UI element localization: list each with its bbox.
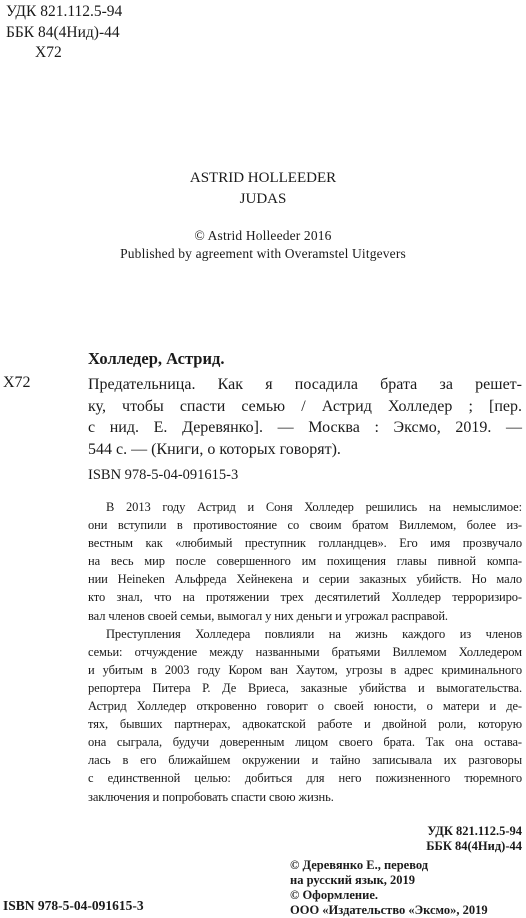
annotation-line: вестным как «любимый преступник голландцев». Его имя прозвучало [88,536,522,551]
catalog-cipher: Х72 [3,374,31,391]
annotation-line: на весь мир после совершенного им похищения главы пивной компа- [88,554,522,569]
catalog-isbn: ISBN 978-5-04-091615-3 [88,467,239,483]
footer-copyright [290,858,488,918]
catalog-line: Предательница. Как я посадила брата за решет- [88,376,522,393]
annotation-line: В 2013 году Астрид и Соня Холледер решились на немыслимое: [106,500,522,514]
copyright-line: © Оформление. [290,888,379,902]
annotation-paragraph [88,625,522,806]
footer-udk: УДК 821.112.5-94 [427,824,522,838]
footer-classification [426,824,522,853]
annotation-line: семьи: отчуждение между названными братьями Виллемом Холледером [88,644,522,659]
annotation-line: кто знал, что на протяжении трех десятилетий Холледер терроризиро- [88,590,522,605]
catalog-line: 544 с. — (Книги, о которых говорят). [88,440,341,458]
annotation-line: заключения и попробовать спасти свою жизнь. [88,789,334,804]
original-author: ASTRID HOLLEEDER [189,170,337,186]
udk-code: УДК 821.112.5-94 [6,3,123,20]
copyright-line: на русский язык, 2019 [290,873,416,887]
classification-codes [6,2,122,64]
catalog-line: ку, чтобы спасти семью / Астрид Холледер ; [пер. [88,397,522,415]
publishing-agreement: Published by agreement with Overamstel Uitgevers [120,246,406,261]
annotation-line: Преступления Холледера повлияли на жизнь каждого из членов [106,626,522,641]
original-copyright: © Astrid Holleeder 2016 [194,228,332,243]
annotation-line: она сыграла, будучи доверенным лицом своего брата. Так она остава- [88,735,522,750]
annotation-line: Астрид Холледер откровенно говорит о своей юности, о матери и де- [88,699,522,714]
annotation-line: нии Heineken Альфреда Хейнекена и серии заказных убийств. Но мало [88,572,522,587]
catalog-entry [88,374,522,460]
annotation-line: тях, бывших партнерах, адвокатской работе и двойной роли, которую [88,717,522,732]
author-sign: Х72 [35,44,62,61]
original-title: JUDAS [239,191,287,207]
copyright-line: ООО «Издательство «Эксмо», 2019 [290,903,488,917]
original-title-block [0,168,526,210]
annotation-line: с единственной целью: добиться для него пожизненного тюремного [88,771,522,786]
annotation-line: вал членов своей семьи, вымогал у них деньги и угрожал расправой. [88,608,448,623]
footer-isbn: ISBN 978-5-04-091615-3 [3,898,144,913]
annotation-line: репортера Питера Р. Де Вриеса, заказные убийства и вымогательства. [88,680,522,695]
copyright-line: © Деревянко Е., перевод [290,858,429,872]
annotation-paragraph [88,498,522,625]
catalog-line: с нид. Е. Деревянко]. — Москва : Эксмо, 2019. — [88,419,522,436]
rights-block [0,227,526,263]
annotation-line: лась в его ближайшем окружении и тайно записывала их разговоры [88,753,522,768]
catalog-heading: Холледер, Астрид. [88,349,225,368]
footer-bbk: ББК 84(4Нид)-44 [426,838,522,853]
annotation [88,498,522,806]
annotation-line: они вступили в противостояние со своим братом Виллемом, более из- [88,518,522,533]
bbk-code: ББК 84(4Нид)-44 [6,23,120,41]
annotation-line: и убитым в 2003 году Кором ван Хаутом, угрозы в адрес криминального [88,662,522,677]
